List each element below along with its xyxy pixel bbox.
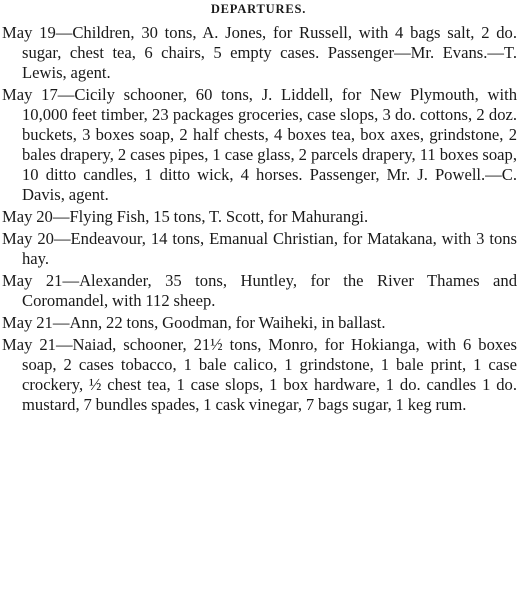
section-heading: DEPARTURES. [210,2,307,16]
departure-entry: May 21—Alexander, 35 tons, Huntley, for the River Thames and Coromandel, with 112 sheep. [2,271,517,310]
departure-entry: May 17—Cicily schooner, 60 tons, J. Liddell, for New Plymouth, with 10,000 feet timber, 23 packages groceries, case slops, 3 do. cottons, 2 doz. buckets, 3 boxes soap, 2 half chests, 4 boxes tea, box axes, grindstone, 2 bales drapery, 2 cases pipes, 1 case glass, 2 parcels drapery, 11 boxes soap, 10 ditto candles, 1 ditto wick, 4 horses. Passenger, Mr. J. Powell.—C. Davis, agent. [2,85,517,204]
departures-list [0,23,517,415]
departure-entry: May 21—Ann, 22 tons, Goodman, for Waiheki, in ballast. [2,313,386,332]
departure-entry: May 19—Children, 30 tons, A. Jones, for Russell, with 4 bags salt, 2 do. sugar, chest tea, 6 chairs, 5 empty cases. Passenger—Mr. Evans.—T. Lewis, agent. [2,23,517,82]
departure-entry: May 21—Naiad, schooner, 21½ tons, Monro, for Hokianga, with 6 boxes soap, 2 cases tobacco, 1 bale calico, 1 grindstone, 1 bale print, 1 case crockery, ½ chest tea, 1 case slops, 1 box hardware, 1 do. candles 1 do. mustard, 7 bundles spades, 1 cask vinegar, 7 bags sugar, 1 keg rum. [2,335,517,414]
departure-entry: May 20—Endeavour, 14 tons, Emanual Christian, for Matakana, with 3 tons hay. [2,229,517,268]
departure-entry: May 20—Flying Fish, 15 tons, T. Scott, for Mahurangi. [2,207,369,226]
